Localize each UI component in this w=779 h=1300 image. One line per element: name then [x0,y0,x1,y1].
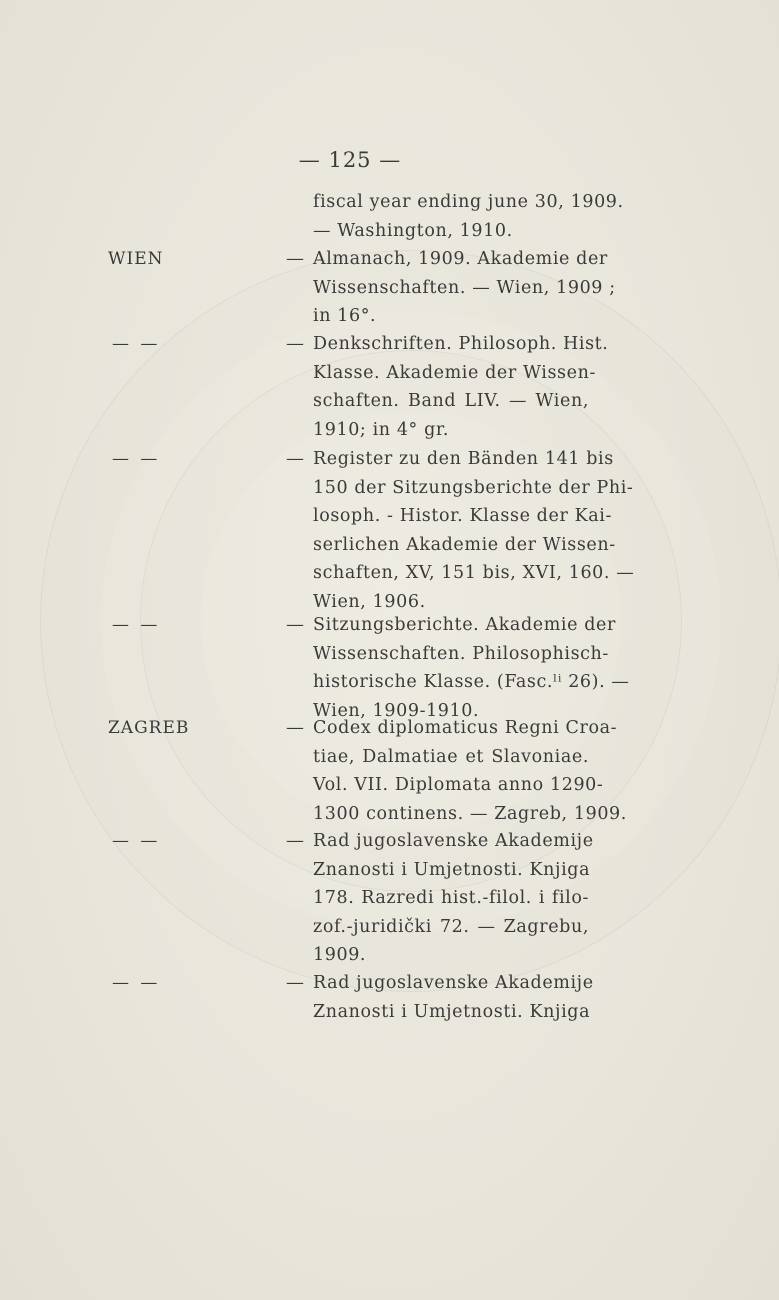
entry-line: schaften. Band LIV. — Wien, [313,391,589,411]
entry-line: Vol. VII. Diplomata anno 1290- [313,775,604,795]
entry-line: Wissenschaften. Philosophisch- [313,643,609,664]
entry-text [313,330,609,444]
entry-place: — — [112,973,161,993]
entry-line: in 16°. [313,306,377,326]
entry-dash: — [286,614,304,635]
entry-line: Wissenschaften. — Wien, 1909 ; [313,277,616,298]
entry-line: historische Klasse. (Fasc.ˡⁱ 26). — [313,672,630,692]
entry-line: 1300 continens. — Zagreb, 1909. [313,803,627,824]
entry-line: 1910; in 4° gr. [313,419,450,440]
entry-line: 1909. [313,945,367,965]
entry-line: losoph. - Histor. Klasse der Kai- [313,506,612,526]
page-number: — 125 — [298,148,402,172]
entry-text [313,714,627,828]
entry-text [313,827,594,970]
entry-line: Denkschriften. Philosoph. Hist. [313,334,609,354]
entry-line: 150 der Sitzungsberichte der Phi- [313,477,634,498]
entry-line: schaften, XV, 151 bis, XVI, 160. — [313,563,635,583]
entry-text [313,611,630,725]
entry-line: Znanosti i Umjetnosti. Knjiga [313,859,591,880]
entry-line: Sitzungsberichte. Akademie der [313,615,616,635]
entry-dash: — [286,448,304,469]
entry-line: serlichen Akademie der Wissen- [313,534,616,555]
entry-dash: — [286,333,304,354]
entry-place: — — [112,334,161,354]
entry-text [313,445,635,616]
entry-text [313,969,594,1026]
entry-place: — — [112,831,161,851]
entry-place: — — [112,615,161,635]
entry-text [313,188,624,245]
entry-place: — — [112,449,161,469]
entry-line: Klasse. Akademie der Wissen- [313,362,596,383]
entry-place: ZAGREB [108,718,190,738]
entry-line: fiscal year ending june 30, 1909. [313,192,624,212]
entry-line: Register zu den Bänden 141 bis [313,449,614,469]
entry-dash: — [286,248,304,269]
entry-line: Almanach, 1909. Akademie der [313,249,608,269]
entry-line: 178. Razredi hist.-filol. i filo- [313,888,589,908]
entry-line: Znanosti i Umjetnosti. Knjiga [313,1001,591,1022]
entry-line: Wien, 1906. [313,591,426,612]
entry-line: Rad jugoslavenske Akademije [313,973,594,993]
entry-line: — Washington, 1910. [313,220,513,241]
entry-place: WIEN [108,249,164,269]
entry-dash: — [286,972,304,993]
entry-line: tiae, Dalmatiae et Slavoniae. [313,746,589,767]
entry-dash: — [286,830,304,851]
entry-line: Rad jugoslavenske Akademije [313,831,594,851]
entry-dash: — [286,717,304,738]
entry-text [313,245,616,331]
entry-line: Codex diplomaticus Regni Croa- [313,718,618,738]
entry-line: zof.-juridički 72. — Zagrebu, [313,916,589,937]
entry-line: Wien, 1909-1910. [313,700,480,721]
